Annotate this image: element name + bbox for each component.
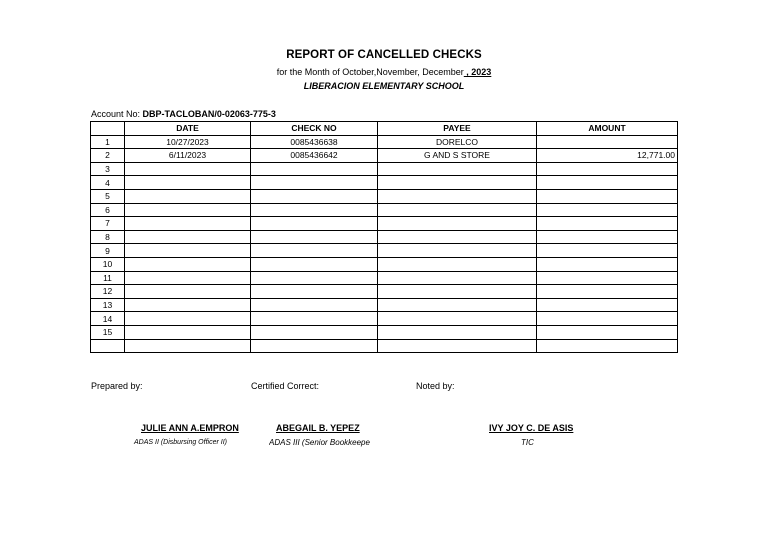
- noted-by-label: Noted by:: [416, 381, 455, 391]
- cell-payee: [378, 257, 537, 271]
- table-header-row: [91, 122, 678, 136]
- cell-date: [125, 298, 251, 312]
- noted-by-name: IVY JOY C. DE ASIS: [489, 423, 574, 433]
- cell-amount: [537, 230, 678, 244]
- table-row: [91, 339, 678, 353]
- table-row: [91, 176, 678, 190]
- cell-payee: [378, 312, 537, 326]
- cell-amount: [537, 203, 678, 217]
- cell-check-no: [251, 325, 378, 339]
- col-header-date: DATE: [125, 122, 251, 136]
- cell-payee: [378, 203, 537, 217]
- cell-date: [125, 189, 251, 203]
- cell-amount: [537, 135, 678, 149]
- table-row: [91, 230, 678, 244]
- certified-correct-label: Certified Correct:: [251, 381, 320, 391]
- cell-payee: [378, 217, 537, 231]
- cell-check-no: [251, 339, 378, 353]
- prepared-by-label: Prepared by:: [91, 381, 143, 391]
- cell-date: [125, 217, 251, 231]
- table-row: [91, 325, 678, 339]
- cell-amount: [537, 176, 678, 190]
- account-line: [91, 109, 276, 119]
- cell-date: [125, 203, 251, 217]
- cell-row-number: [91, 339, 125, 353]
- col-header-no: [91, 122, 125, 136]
- cell-row-number: 2: [91, 149, 125, 163]
- cell-check-no: 0085436642: [251, 149, 378, 163]
- cell-amount: [537, 285, 678, 299]
- cell-row-number: 3: [91, 162, 125, 176]
- cell-row-number: 14: [91, 312, 125, 326]
- table-row: [91, 149, 678, 163]
- col-header-amount: AMOUNT: [537, 122, 678, 136]
- table-row: [91, 285, 678, 299]
- cell-check-no: [251, 298, 378, 312]
- cell-date: [125, 257, 251, 271]
- cell-check-no: [251, 244, 378, 258]
- cell-amount: [537, 244, 678, 258]
- table-row: [91, 257, 678, 271]
- cell-payee: DORELCO: [378, 135, 537, 149]
- report-period: [0, 67, 768, 77]
- cell-payee: [378, 339, 537, 353]
- table-row: [91, 312, 678, 326]
- cell-date: [125, 230, 251, 244]
- school-name: LIBERACION ELEMENTARY SCHOOL: [303, 81, 465, 91]
- cell-row-number: 1: [91, 135, 125, 149]
- cell-payee: [378, 285, 537, 299]
- cell-check-no: [251, 162, 378, 176]
- cell-payee: [378, 162, 537, 176]
- cell-row-number: 11: [91, 271, 125, 285]
- report-title: REPORT OF CANCELLED CHECKS: [286, 49, 482, 61]
- cell-date: [125, 271, 251, 285]
- col-header-check-no: CHECK NO: [251, 122, 378, 136]
- cell-date: [125, 312, 251, 326]
- certified-by-name: ABEGAIL B. YEPEZ: [276, 423, 360, 433]
- cell-amount: 12,771.00: [537, 149, 678, 163]
- cell-row-number: 6: [91, 203, 125, 217]
- table-row: [91, 244, 678, 258]
- cell-amount: [537, 189, 678, 203]
- cell-amount: [537, 325, 678, 339]
- cell-payee: [378, 189, 537, 203]
- certified-by-position: ADAS III (Senior Bookkeepe: [269, 438, 370, 447]
- cell-date: 10/27/2023: [125, 135, 251, 149]
- cell-check-no: [251, 189, 378, 203]
- prepared-by-position: ADAS II (Disbursing Officer II): [134, 439, 227, 446]
- cell-date: [125, 162, 251, 176]
- cell-date: [125, 244, 251, 258]
- cell-date: [125, 325, 251, 339]
- table-body: [91, 135, 678, 353]
- cell-row-number: 12: [91, 285, 125, 299]
- cell-payee: [378, 271, 537, 285]
- table-row: [91, 203, 678, 217]
- cell-row-number: 9: [91, 244, 125, 258]
- cell-date: [125, 176, 251, 190]
- cell-check-no: [251, 217, 378, 231]
- col-header-payee: PAYEE: [378, 122, 537, 136]
- cell-payee: [378, 244, 537, 258]
- cell-row-number: 8: [91, 230, 125, 244]
- cell-check-no: 0085436638: [251, 135, 378, 149]
- table-row: [91, 135, 678, 149]
- cell-payee: [378, 298, 537, 312]
- cell-check-no: [251, 203, 378, 217]
- account-number: DBP-TACLOBAN/0-02063-775-3: [142, 109, 276, 119]
- cell-date: [125, 285, 251, 299]
- prepared-by-name: JULIE ANN A.EMPRON: [141, 423, 239, 433]
- cell-check-no: [251, 285, 378, 299]
- cell-payee: [378, 176, 537, 190]
- cell-check-no: [251, 271, 378, 285]
- report-period-year: , 2023: [463, 67, 492, 77]
- cell-row-number: 13: [91, 298, 125, 312]
- cell-row-number: 7: [91, 217, 125, 231]
- cell-amount: [537, 257, 678, 271]
- cell-check-no: [251, 230, 378, 244]
- cell-row-number: 15: [91, 325, 125, 339]
- table-row: [91, 217, 678, 231]
- table-row: [91, 298, 678, 312]
- table-row: [91, 271, 678, 285]
- cell-row-number: 10: [91, 257, 125, 271]
- table-row: [91, 162, 678, 176]
- cancelled-checks-table: [90, 121, 678, 353]
- cell-check-no: [251, 257, 378, 271]
- cell-row-number: 4: [91, 176, 125, 190]
- cell-row-number: 5: [91, 189, 125, 203]
- report-period-months: for the Month of October,November, December: [276, 67, 464, 77]
- cell-amount: [537, 162, 678, 176]
- cell-amount: [537, 271, 678, 285]
- account-label: Account No:: [91, 109, 141, 119]
- cell-date: 6/11/2023: [125, 149, 251, 163]
- cell-payee: [378, 230, 537, 244]
- cell-amount: [537, 339, 678, 353]
- cell-amount: [537, 298, 678, 312]
- cell-payee: [378, 325, 537, 339]
- cell-payee: G AND S STORE: [378, 149, 537, 163]
- cell-amount: [537, 312, 678, 326]
- noted-by-position: TIC: [521, 438, 534, 447]
- cell-amount: [537, 217, 678, 231]
- table-row: [91, 189, 678, 203]
- cell-date: [125, 339, 251, 353]
- cell-check-no: [251, 312, 378, 326]
- cell-check-no: [251, 176, 378, 190]
